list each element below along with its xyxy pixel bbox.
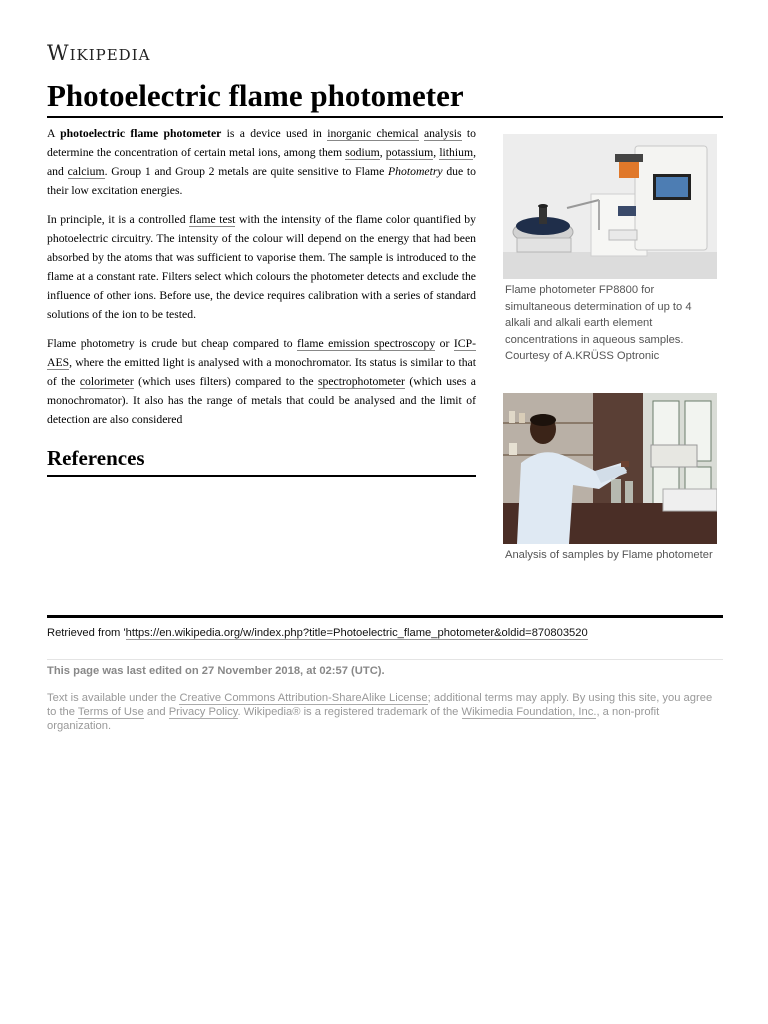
lab-analysis-illustration (503, 393, 717, 544)
text: , where the emitted light is analysed with a monochromator. Its status is similar to that of the (47, 356, 476, 388)
text: (which uses filters) compared to the (133, 375, 318, 388)
text: , (433, 146, 440, 159)
text: , (379, 146, 386, 159)
text: due to their low excitation energies. (47, 165, 477, 197)
page-footer (47, 615, 723, 733)
link-colorimeter[interactable]: colorimeter (79, 375, 134, 388)
wikipedia-wordmark[interactable]: Wikipedia (47, 41, 151, 65)
flame-photometer-illustration (503, 134, 717, 279)
cc-license-link[interactable]: Creative Commons Attribution-ShareAlike License (179, 692, 428, 704)
figure-caption: Flame photometer FP8800 for simultaneous determination of up to 4 alkali and alkali earth element concentrations in aqueous samples. Courtesy of A.KRÜSS Optronic (505, 284, 692, 362)
page (47, 40, 723, 561)
link-lithium[interactable]: lithium (439, 146, 474, 159)
text: with the intensity of the flame color quantified by photoelectric circuitry. The intensity of the colour will depend on the energy that had been absorbed by the atoms that was sufficient to vaporise them. The sample is introduced to the flame at a constant rate. Filters select which colours the photometer detects and exclude the influence of other ions. Before use, the device requires calibration with a series of standard solutions of the ion to be tested. (47, 213, 476, 321)
text: Text is available under the (47, 692, 180, 704)
term-italic: Photometry (388, 165, 443, 178)
link-analysis[interactable]: analysis (423, 127, 462, 140)
text: or (435, 337, 454, 350)
text: and (143, 706, 169, 718)
retrieved-from (47, 627, 723, 639)
text: to determine the concentration of certain metal ions, among them (47, 127, 476, 159)
terms-of-use-link[interactable]: Terms of Use (77, 706, 144, 718)
flame-photometer-image[interactable] (503, 134, 717, 279)
text: A (47, 127, 61, 140)
figure-caption: Analysis of samples by Flame photometer (505, 548, 713, 561)
text: , and (47, 146, 477, 178)
link-spectrophotometer[interactable]: spectrophotometer (317, 375, 405, 388)
text: Flame photometry is crude but cheap compared to (47, 337, 298, 350)
figures-column (503, 134, 717, 575)
link-flame-emission-spectroscopy[interactable]: flame emission spectroscopy (297, 337, 436, 350)
paragraph-principle (47, 210, 476, 324)
text: In principle, it is a controlled (47, 213, 190, 226)
link-sodium[interactable]: sodium (345, 146, 380, 159)
paragraph-intro (47, 124, 476, 200)
link-icp-aes[interactable]: ICP-AES (47, 337, 476, 369)
license-text (47, 691, 723, 733)
link-calcium[interactable]: calcium (67, 165, 105, 178)
sample-analysis-image[interactable] (503, 393, 717, 544)
text: is a device used in (221, 127, 328, 140)
text: , a non-profit organization. (47, 706, 660, 732)
paragraph-comparison (47, 334, 476, 429)
link-flame-test[interactable]: flame test (189, 213, 236, 226)
page-title: Photoelectric flame photometer (47, 78, 723, 118)
article-body (47, 124, 476, 477)
divider (47, 659, 723, 660)
last-edited: This page was last edited on 27 November 2018, at 02:57 (UTC). (47, 665, 385, 677)
content (47, 124, 723, 561)
text: . Group 1 and Group 2 metals are quite sensitive to Flame (104, 165, 389, 178)
retrieved-label: Retrieved from ' (47, 627, 126, 639)
text: (which uses a monochromator). It also has the range of metals that could be analysed and the limit of detection are also considered (47, 375, 476, 426)
term-bold: photoelectric flame photometer (60, 127, 222, 140)
privacy-policy-link[interactable]: Privacy Policy (168, 706, 238, 718)
link-potassium[interactable]: potassium (385, 146, 434, 159)
references-heading: References (47, 445, 476, 477)
link-inorganic-chemical[interactable]: inorganic chemical (327, 127, 419, 140)
text: ; additional terms may apply. By using this site, you agree to the (47, 692, 713, 718)
wikimedia-foundation-link[interactable]: Wikimedia Foundation, Inc. (461, 706, 597, 718)
text: . Wikipedia® is a registered trademark of the (237, 706, 462, 718)
figure-flame-photometer (503, 134, 717, 365)
retrieved-url-link[interactable]: https://en.wikipedia.org/w/index.php?title=Photoelectric_flame_photometer&oldid=870803520 (125, 627, 588, 639)
figure-sample-analysis (503, 393, 717, 564)
